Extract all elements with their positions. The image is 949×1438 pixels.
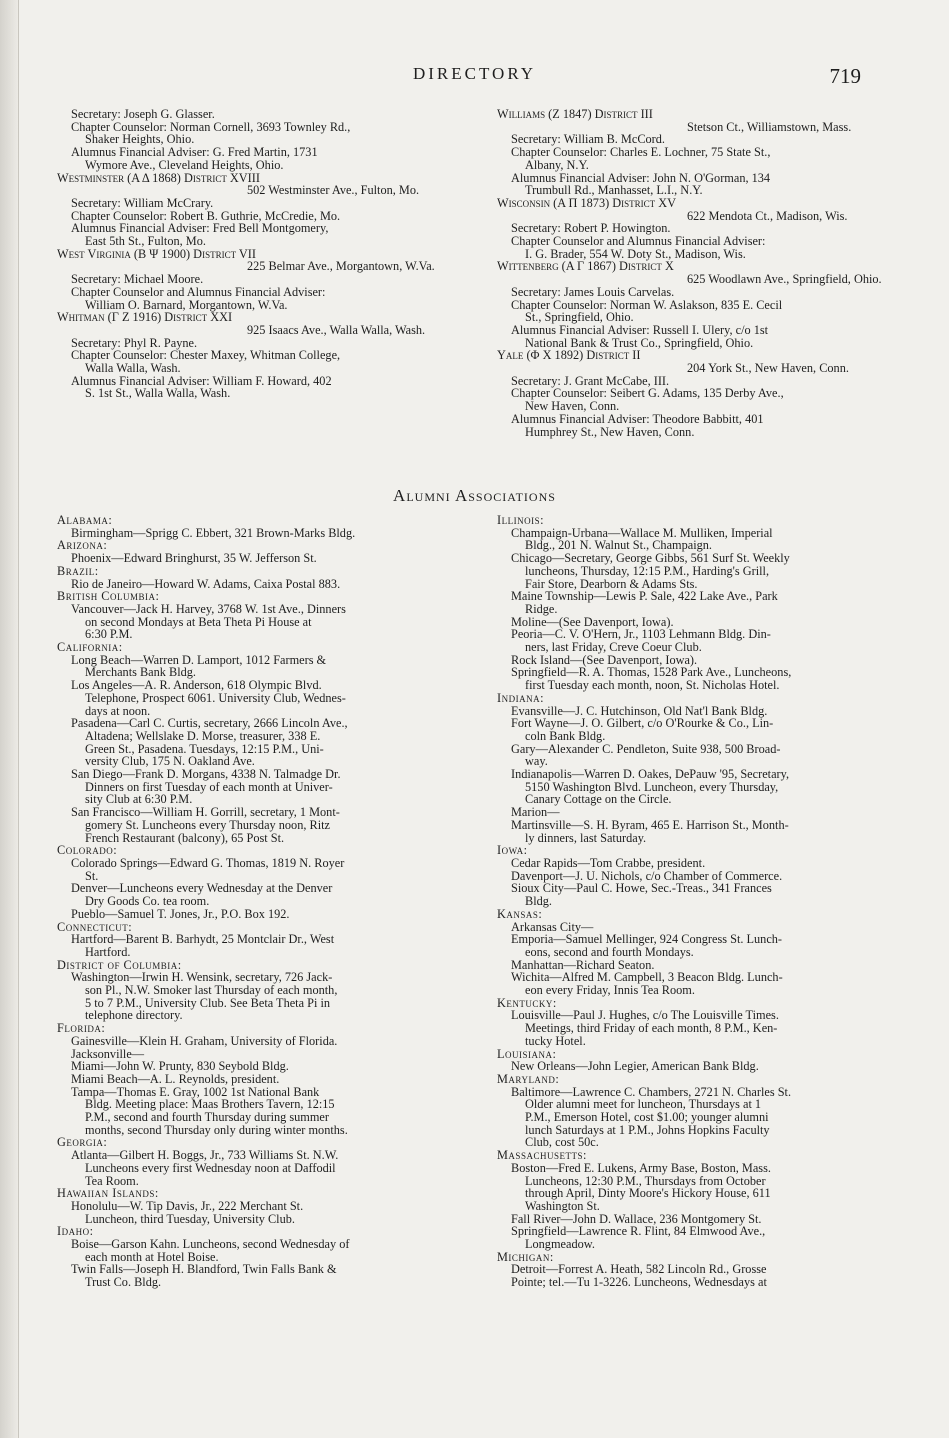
alumni-line: Springfield—Lawrence R. Flint, 84 Elmwood Ave.,: [511, 1224, 766, 1239]
directory-line: Chapter Counselor: Norman Cornell, 3693 Townley Rd.,: [71, 119, 351, 134]
directory-line: Secretary: James Louis Carvelas.: [511, 284, 675, 299]
alumni-line: Baltimore—Lawrence C. Chambers, 2721 N. Charles St.: [511, 1084, 792, 1099]
alumni-line: Altadena; Wellslake D. Morse, treasurer, 338 E.: [85, 728, 321, 743]
alumni-line: Miami Beach—A. L. Reynolds, president.: [71, 1071, 280, 1086]
alumni-line: Sioux City—Paul C. Howe, Sec.-Treas., 341 Frances: [511, 881, 772, 896]
alumni-line: California:: [57, 640, 123, 655]
alumni-line: Evansville—J. C. Hutchinson, Old Nat'l Bank Bldg.: [511, 703, 768, 718]
directory-line: Alumnus Financial Adviser: Russell I. Ulery, c/o 1st: [511, 322, 769, 337]
alumni-line: Dry Goods Co. tea room.: [85, 894, 210, 909]
directory-line: Secretary: Phyl R. Payne.: [71, 335, 198, 350]
alumni-line: Rock Island—(See Davenport, Iowa).: [511, 652, 698, 667]
alumni-line: Ridge.: [525, 601, 558, 616]
alumni-line: Fall River—John D. Wallace, 236 Montgomery St.: [511, 1211, 762, 1226]
alumni-line: Pasadena—Carl C. Curtis, secretary, 2666 Lincoln Ave.,: [71, 716, 348, 731]
alumni-line: Chicago—Secretary, George Gibbs, 561 Surf St. Weekly: [511, 551, 790, 566]
alumni-line: on second Mondays at Beta Theta Pi House at: [85, 614, 312, 629]
directory-line: Secretary: Robert P. Howington.: [511, 221, 671, 236]
alumni-line: Green St., Pasadena. Tuesdays, 12:15 P.M., Uni-: [85, 741, 324, 756]
alumni-line: Peoria—C. V. O'Hern, Jr., 1103 Lehmann Bldg. Din-: [511, 627, 771, 642]
alumni-line: Miami—John W. Prunty, 830 Seybold Bldg.: [71, 1059, 289, 1074]
alumni-line: Alabama:: [57, 513, 113, 527]
alumni-line: St.: [85, 868, 99, 883]
alumni-line: Champaign-Urbana—Wallace M. Mulliken, Imperial: [511, 525, 773, 540]
alumni-line: San Francisco—William H. Gorrill, secretary, 1 Mont-: [71, 805, 340, 820]
alumni-line: Atlanta—Gilbert H. Boggs, Jr., 733 Williams St. N.W.: [71, 1148, 339, 1163]
alumni-line: Georgia:: [57, 1135, 108, 1150]
alumni-line: Connecticut:: [57, 919, 133, 934]
directory-line: 502 Westminster Ave., Fulton, Mo.: [247, 183, 420, 198]
directory-line: I. G. Brader, 554 W. Doty St., Madison, Wis.: [525, 246, 746, 261]
alumni-line: Twin Falls—Joseph H. Blandford, Twin Falls Bank &: [71, 1262, 337, 1277]
directory-line: S. 1st St., Walla Walla, Wash.: [85, 386, 231, 401]
alumni-line: Dinners on first Tuesday of each month at Univer-: [85, 779, 333, 794]
directory-line: 625 Woodlawn Ave., Springfield, Ohio.: [687, 272, 882, 287]
alumni-line: Cedar Rapids—Tom Crabbe, president.: [511, 855, 706, 870]
directory-line: 622 Mendota Ct., Madison, Wis.: [687, 208, 848, 223]
alumni-line: Kansas:: [497, 906, 543, 921]
alumni-line: Manhattan—Richard Seaton.: [511, 957, 655, 972]
alumni-line: Illinois:: [497, 513, 545, 527]
alumni-line: Moline—(See Davenport, Iowa).: [511, 614, 674, 629]
alumni-line: eons, second and fourth Mondays.: [525, 944, 694, 959]
directory-line: 225 Belmar Ave., Morgantown, W.Va.: [247, 259, 435, 274]
alumni-line: tucky Hotel.: [525, 1033, 586, 1048]
alumni-line: ly dinners, last Saturday.: [525, 830, 647, 845]
alumni-line: Tampa—Thomas E. Gray, 1002 1st National Bank: [71, 1084, 320, 1099]
alumni-line: through April, Dinty Moore's Hickory House, 611: [525, 1186, 771, 1201]
directory-line: Secretary: Joseph G. Glasser.: [71, 107, 215, 121]
alumni-line: Massachusetts:: [497, 1148, 587, 1163]
alumni-line: versity Club, 175 N. Oakland Ave.: [85, 754, 255, 769]
alumni-line: San Diego—Frank D. Morgans, 4338 N. Talmadge Dr.: [71, 767, 341, 782]
alumni-line: New Orleans—John Legier, American Bank Bldg.: [511, 1059, 759, 1074]
alumni-line: Maryland:: [497, 1071, 560, 1086]
directory-line: 204 York St., New Haven, Conn.: [687, 361, 849, 376]
directory-line: Wittenberg (Α Γ 1867) District X: [497, 259, 674, 274]
alumni-line: Kentucky:: [497, 995, 557, 1010]
alumni-line: Florida:: [57, 1021, 106, 1036]
alumni-line: days at noon.: [85, 703, 151, 718]
directory-line: Wymore Ave., Cleveland Heights, Ohio.: [85, 157, 284, 172]
alumni-line: Trust Co. Bldg.: [85, 1275, 162, 1290]
alumni-line: Iowa:: [497, 843, 528, 858]
directory-line: National Bank & Trust Co., Springfield, Ohio.: [525, 335, 754, 350]
section-title: Alumni Associations: [393, 486, 556, 505]
alumni-line: Hartford.: [85, 944, 131, 959]
alumni-line: telephone directory.: [85, 1008, 183, 1023]
directory-line: Alumnus Financial Adviser: John N. O'Gorman, 134: [511, 170, 771, 185]
alumni-line: Luncheons every first Wednesday noon at Daffodil: [85, 1160, 336, 1175]
alumni-line: Bldg. Meeting place: Maas Brothers Tavern, 12:15: [85, 1097, 335, 1112]
alumni-line: months, second Thursday only during winter months.: [85, 1122, 348, 1137]
alumni-line: Brazil:: [57, 563, 99, 578]
alumni-line: Washington St.: [525, 1198, 600, 1213]
directory-line: Chapter Counselor and Alumnus Financial Adviser:: [511, 234, 766, 249]
alumni-line: coln Bank Bldg.: [525, 728, 606, 743]
directory-line: Alumnus Financial Adviser: Fred Bell Montgomery,: [71, 221, 329, 236]
alumni-line: French Restaurant (balcony), 65 Post St.: [85, 830, 285, 845]
directory-line: West Virginia (Β Ψ 1900) District VII: [57, 246, 256, 261]
directory-line: East 5th St., Fulton, Mo.: [85, 234, 206, 249]
alumni-line: Rio de Janeiro—Howard W. Adams, Caixa Postal 883.: [71, 576, 341, 591]
directory-line: Chapter Counselor: Charles E. Lochner, 75 State St.,: [511, 145, 771, 160]
running-head: [0, 64, 949, 88]
alumni-line: luncheons, Thursday, 12:15 P.M., Harding's Grill,: [525, 563, 770, 578]
alumni-line: Boston—Fred E. Lukens, Army Base, Boston, Mass.: [511, 1160, 771, 1175]
directory-line: Chapter Counselor: Chester Maxey, Whitman College,: [71, 348, 341, 363]
directory-line: Alumnus Financial Adviser: William F. Howard, 402: [71, 373, 332, 388]
directory-line: Walla Walla, Wash.: [85, 361, 181, 376]
alumni-line: 5 to 7 P.M., University Club. See Beta Theta Pi in: [85, 995, 331, 1010]
alumni-line: Emporia—Samuel Mellinger, 924 Congress St. Lunch-: [511, 932, 783, 947]
alumni-line: Springfield—R. A. Thomas, 1528 Park Ave., Luncheons,: [511, 665, 792, 680]
alumni-line: Wichita—Alfred M. Campbell, 3 Beacon Bldg. Lunch-: [511, 970, 783, 985]
alumni-line: Tea Room.: [85, 1173, 139, 1188]
directory-line: Westminster (Α Δ 1868) District XVIII: [57, 170, 260, 185]
alumni-line: District of Columbia:: [57, 957, 182, 972]
alumni-line: Gary—Alexander C. Pendleton, Suite 938, 500 Broad-: [511, 741, 781, 756]
directory-line: Albany, N.Y.: [525, 157, 589, 172]
alumni-line: Honolulu—W. Tip Davis, Jr., 222 Merchant St.: [71, 1198, 304, 1213]
alumni-line: Merchants Bank Bldg.: [85, 665, 196, 680]
alumni-line: Indianapolis—Warren D. Oakes, DePauw '95, Secretary,: [511, 767, 790, 782]
alumni-line: Arizona:: [57, 538, 108, 553]
directory-line: Alumnus Financial Adviser: Theodore Babbitt, 401: [511, 411, 764, 426]
alumni-line: Marion—: [511, 805, 560, 820]
alumni-column-right: [497, 514, 892, 1289]
alumni-line: Fort Wayne—J. O. Gilbert, c/o O'Rourke & Co., Lin-: [511, 716, 774, 731]
alumni-line: Longmeadow.: [525, 1237, 595, 1252]
alumni-line: first Tuesday each month, noon, St. Nicholas Hotel.: [525, 678, 780, 693]
alumni-line: Canary Cottage on the Circle.: [525, 792, 672, 807]
directory-line: New Haven, Conn.: [525, 399, 620, 414]
directory-line: Stetson Ct., Williamstown, Mass.: [687, 119, 852, 134]
alumni-line: Bldg.: [525, 894, 552, 909]
directory-column-left: [57, 108, 461, 400]
alumni-line: Indiana:: [497, 690, 545, 705]
alumni-line: Older alumni meet for luncheon, Thursdays at 1: [525, 1097, 762, 1112]
alumni-line: P.M., Emerson Hotel, cost $1.00; younger alumni: [525, 1110, 769, 1125]
alumni-line: Washington—Irwin H. Wensink, secretary, 726 Jack-: [71, 970, 333, 985]
alumni-line: Martinsville—S. H. Byram, 465 E. Harrison St., Month-: [511, 817, 789, 832]
alumni-line: Phoenix—Edward Bringhurst, 35 W. Jefferson St.: [71, 551, 317, 566]
alumni-line: sity Club at 6:30 P.M.: [85, 792, 193, 807]
binding-gutter: [0, 0, 18, 1438]
alumni-line: each month at Hotel Boise.: [85, 1249, 219, 1264]
alumni-line: Long Beach—Warren D. Lamport, 1012 Farmers &: [71, 652, 327, 667]
directory-line: Yale (Φ Χ 1892) District II: [497, 348, 641, 363]
alumni-line: Maine Township—Lewis P. Sale, 422 Lake Ave., Park: [511, 589, 778, 604]
directory-line: William O. Barnard, Morgantown, W.Va.: [85, 297, 288, 312]
directory-line: 925 Isaacs Ave., Walla Walla, Wash.: [247, 322, 426, 337]
alumni-line: Michigan:: [497, 1249, 554, 1264]
alumni-line: Club, cost 50c.: [525, 1135, 599, 1150]
alumni-line: 6:30 P.M.: [85, 627, 133, 642]
alumni-line: way.: [525, 754, 548, 769]
alumni-line: Luncheon, third Tuesday, University Club.: [85, 1211, 295, 1226]
directory-line: Chapter Counselor: Seibert G. Adams, 135 Derby Ave.,: [511, 386, 784, 401]
alumni-line: son Pl., N.W. Smoker last Thursday of each month,: [85, 983, 338, 998]
directory-line: Whitman (Γ Ζ 1916) District XXI: [57, 310, 233, 325]
directory-line: Chapter Counselor: Robert B. Guthrie, McCredie, Mo.: [71, 208, 341, 223]
directory-line: Trumbull Rd., Manhasset, L.I., N.Y.: [525, 183, 703, 198]
directory-line: Chapter Counselor: Norman W. Aslakson, 835 E. Cecil: [511, 297, 783, 312]
alumni-line: Bldg., 201 N. Walnut St., Champaign.: [525, 538, 712, 553]
directory-line: Alumnus Financial Adviser: G. Fred Martin, 1731: [71, 145, 318, 160]
alumni-line: ners, last Friday, Creve Coeur Club.: [525, 640, 702, 655]
alumni-line: Pointe; tel.—Tu 1-3226. Luncheons, Wednesdays at: [511, 1275, 767, 1290]
alumni-line: Jacksonville—: [71, 1046, 145, 1061]
directory-line: Williams (Ζ 1847) District III: [497, 107, 653, 121]
alumni-line: Arkansas City—: [511, 919, 594, 934]
alumni-column-left: [57, 514, 461, 1289]
running-head-title: DIRECTORY: [412, 64, 537, 83]
alumni-line: 5150 Washington Blvd. Luncheon, every Thursday,: [525, 779, 779, 794]
directory-line: Secretary: Michael Moore.: [71, 272, 204, 287]
gutter-edge: [18, 0, 19, 1438]
alumni-line: P.M., second and fourth Thursday during summer: [85, 1110, 329, 1125]
directory-line: Chapter Counselor and Alumnus Financial Adviser:: [71, 284, 326, 299]
alumni-line: Denver—Luncheons every Wednesday at the Denver: [71, 881, 333, 896]
alumni-line: Louisville—Paul J. Hughes, c/o The Louisville Times.: [511, 1008, 779, 1023]
alumni-line: Detroit—Forrest A. Heath, 582 Lincoln Rd., Grosse: [511, 1262, 767, 1277]
alumni-line: Luncheons, 12:30 P.M., Thursdays from October: [525, 1173, 766, 1188]
directory-line: Wisconsin (Α Π 1873) District XV: [497, 195, 676, 210]
alumni-line: Idaho:: [57, 1224, 94, 1239]
alumni-line: Davenport—J. U. Nichols, c/o Chamber of Commerce.: [511, 868, 783, 883]
alumni-line: Vancouver—Jack H. Harvey, 3768 W. 1st Ave., Dinners: [71, 601, 346, 616]
alumni-line: Colorado Springs—Edward G. Thomas, 1819 N. Royer: [71, 855, 345, 870]
directory-line: Humphrey St., New Haven, Conn.: [525, 424, 695, 439]
alumni-line: Hawaiian Islands:: [57, 1186, 159, 1201]
alumni-line: lunch Saturdays at 1 P.M., Johns Hopkins Faculty: [525, 1122, 770, 1137]
alumni-line: Fair Store, Dearborn & Adams Sts.: [525, 576, 698, 591]
directory-line: Secretary: William B. McCord.: [511, 132, 665, 147]
directory-line: Shaker Heights, Ohio.: [85, 132, 195, 147]
alumni-line: Los Angeles—A. R. Anderson, 618 Olympic Blvd.: [71, 678, 322, 693]
alumni-line: British Columbia:: [57, 589, 160, 604]
alumni-line: Colorado:: [57, 843, 118, 858]
directory-line: St., Springfield, Ohio.: [525, 310, 634, 325]
alumni-line: Birmingham—Sprigg C. Ebbert, 321 Brown-Marks Bldg.: [71, 525, 356, 540]
directory-line: Secretary: William McCrary.: [71, 195, 214, 210]
alumni-line: Boise—Garson Kahn. Luncheons, second Wednesday of: [71, 1237, 350, 1252]
page-number: 719: [829, 64, 861, 88]
alumni-line: eon every Friday, Innis Tea Room.: [525, 983, 695, 998]
directory-line: Secretary: J. Grant McCabe, III.: [511, 373, 670, 388]
alumni-line: Hartford—Barent B. Barhydt, 25 Montclair Dr., West: [71, 932, 335, 947]
alumni-line: Telephone, Prospect 6061. University Club, Wednes-: [85, 690, 346, 705]
alumni-line: Pueblo—Samuel T. Jones, Jr., P.O. Box 192.: [71, 906, 290, 921]
alumni-line: Louisiana:: [497, 1046, 557, 1061]
alumni-line: Gainesville—Klein H. Graham, University of Florida.: [71, 1033, 338, 1048]
alumni-line: Meetings, third Friday of each month, 8 P.M., Ken-: [525, 1021, 778, 1036]
alumni-line: gomery St. Luncheons every Thursday noon, Ritz: [85, 817, 330, 832]
directory-column-right: [497, 108, 892, 438]
